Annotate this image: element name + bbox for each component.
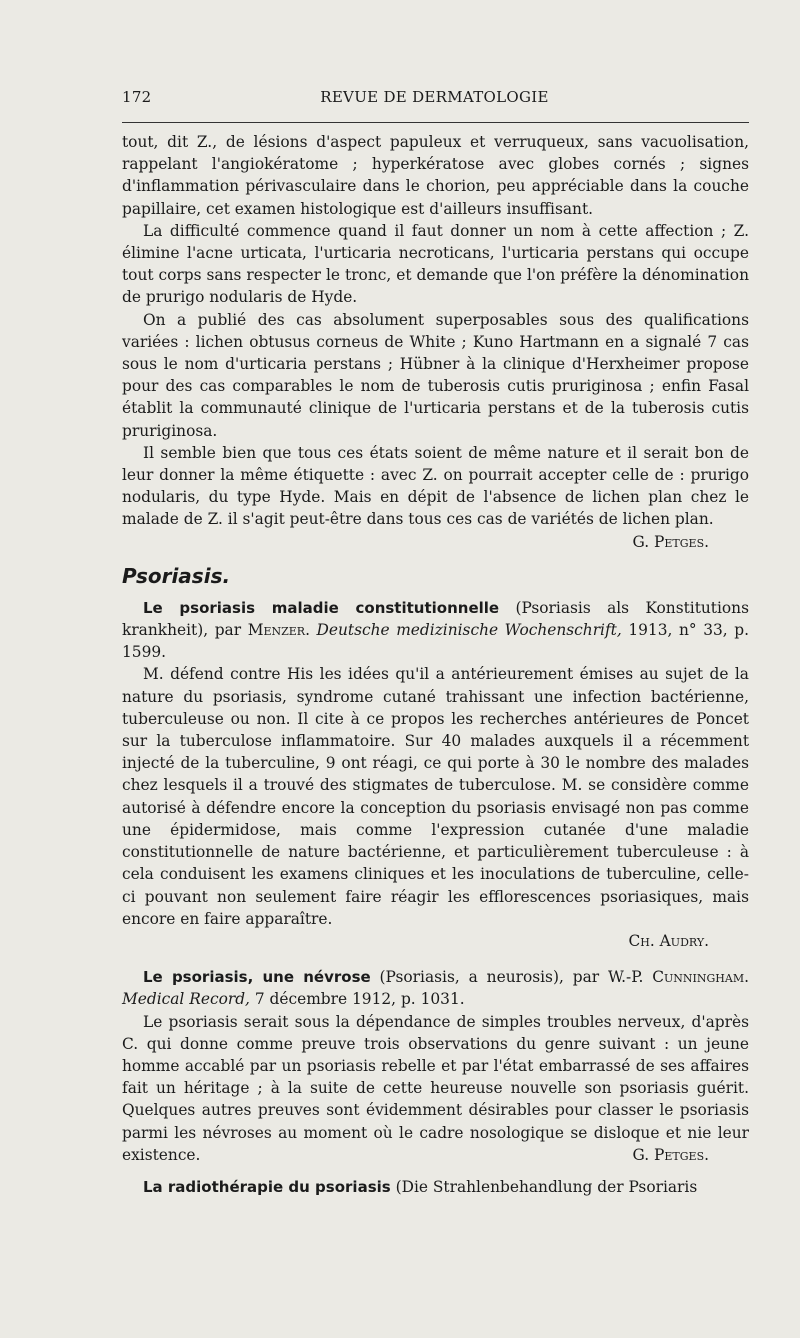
author-signature: Ch. Audry. bbox=[628, 931, 709, 950]
page-body bbox=[122, 131, 749, 1198]
article-title: La radiothérapie du psoriasis bbox=[143, 1177, 391, 1196]
page-number: 172 bbox=[122, 88, 152, 106]
reference-author: Menzer bbox=[247, 621, 306, 640]
article-reference bbox=[122, 1176, 749, 1198]
reference-text: (Psoriasis als Konstitutions krankheit), par bbox=[122, 598, 749, 640]
paragraph-continuation: tout, dit Z., de lésions d'aspect papuleux et verruqueux, sans vacuolisation, rappelant l'angiokératome ; hyperkératose avec globes cornés ; signes d'inflammation périvasculaire dans le chorion, peu appréciable dans la couche papillaire, cet examen histologique est d'ailleurs insuffisant. bbox=[122, 133, 749, 218]
paragraph bbox=[122, 442, 749, 551]
article-body bbox=[122, 1011, 749, 1166]
reference-journal: Deutsche medizinische Wochenschrift, bbox=[316, 621, 622, 640]
article-signature-line bbox=[122, 930, 749, 952]
journal-title: REVUE DE DERMATOLOGIE bbox=[320, 88, 549, 106]
article-title: Le psoriasis, une névrose bbox=[143, 968, 371, 987]
reference-journal: Medical Record, bbox=[122, 990, 250, 1009]
paragraph-text: Le psoriasis serait sous la dépendance de simples troubles nerveux, d'après C. qui donne comme preuve trois observations du genre suivant : un jeune homme accablé par un psoriasis rebelle et par l'état embarrassé de ses affaires fait un héritage ; à la suite de cette heureuse nouvelle son psoriasis guérit. Quelques autres preuves sont évidemment désirables pour classer le psoriasis parmi les névroses au moment où le cadre nosologique se disloque et nie leur existence. bbox=[122, 1012, 749, 1164]
running-header bbox=[122, 88, 747, 112]
article-body: M. défend contre His les idées qu'il a antérieurement émises au sujet de la nature du psoriasis, syndrome cutané trahissant une infection bactérienne, tuberculeuse ou non. Il cite à ce propos les recherches antérieures de Poncet sur la tuberculose inflammatoire. Sur 40 malades auxquels il a récemment injecté de la tuberculine, 9 ont réagi, ce qui porte à 30 le nombre des malades chez lesquels il a trouvé des stigmates de tuberculose. M. se considère comme autorisé à défendre encore la conception du psoriasis envisagé non pas comme une épidermidose, mais comme l'expression cutanée d'une maladie constitutionnelle de nature bactérienne, et particulièrement tuberculeuse : à cela conduisent les examens cliniques et les inoculations de tuberculine, celle-ci pouvant non seulement faire réagir les efflorescences psoriasiques, mais encore en faire apparaître. bbox=[122, 665, 749, 928]
article-title: Le psoriasis maladie constitutionnelle bbox=[143, 598, 500, 617]
reference-details: 1913, n° 33, p. 1599. bbox=[122, 621, 749, 662]
author-signature: G. Petges. bbox=[632, 1145, 709, 1164]
reference-separator: . bbox=[744, 968, 749, 987]
article-reference bbox=[122, 597, 749, 664]
reference-details: 7 décembre 1912, p. 1031. bbox=[249, 990, 465, 1009]
paragraph-text: Il semble bien que tous ces états soient de même nature et il serait bon de leur donner la même étiquette : avec Z. on pourrait accepter celle de : prurigo nodularis, du type Hyde. Mais en dépit de l'absence de lichen plan chez le malade de Z. il s'agit peut-être dans tous ces cas de variétés de lichen plan. bbox=[122, 443, 749, 529]
author-signature: G. Petges. bbox=[632, 532, 709, 551]
reference-text: (Die Strahlenbehandlung der Psoriaris bbox=[390, 1177, 698, 1196]
spacer bbox=[122, 1166, 749, 1176]
paragraph: La difficulté commence quand il faut donner un nom à cette affection ; Z. élimine l'acne urticata, l'urticaria necroticans, l'urticaria perstans qui occupe tout corps sans respecter le tronc, et demande que l'on préfère la dénomination de prurigo nodularis de Hyde. bbox=[122, 221, 749, 307]
reference-text: (Psoriasis, a neurosis), par W.-P. bbox=[370, 968, 653, 987]
article-reference bbox=[122, 966, 749, 1010]
spacer bbox=[122, 952, 749, 966]
section-heading: Psoriasis. bbox=[122, 563, 231, 588]
header-rule bbox=[122, 122, 749, 123]
paragraph: On a publié des cas absolument superposables sous des qualifications variées : lichen obtusus corneus de White ; Kuno Hartmann en a signalé 7 cas sous le nom d'urticaria perstans ; Hübner à la clinique d'Herxheimer propose pour des cas comparables le nom de tuberosis cutis pruriginosa ; enfin Fasal établit la communauté clinique de l'urticaria perstans et de la tuberosis cutis pruriginosa. bbox=[122, 310, 749, 440]
reference-separator: . bbox=[305, 621, 317, 640]
reference-author: Cunningham bbox=[652, 968, 745, 987]
